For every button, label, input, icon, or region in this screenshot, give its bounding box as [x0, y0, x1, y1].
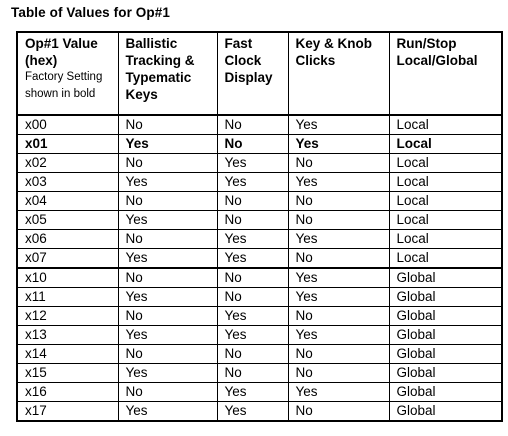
cell-key-clicks: Yes	[288, 115, 389, 135]
cell-run-stop: Local	[389, 115, 502, 135]
cell-key-clicks: Yes	[288, 173, 389, 192]
cell-key-clicks: No	[288, 154, 389, 173]
cell-run-stop: Global	[389, 383, 502, 402]
cell-hex-value: x01	[17, 135, 118, 154]
cell-fast-clock: Yes	[217, 402, 288, 422]
header-line: Local/Global	[396, 53, 478, 68]
cell-hex-value: x16	[17, 383, 118, 402]
cell-run-stop: Global	[389, 364, 502, 383]
cell-key-clicks: No	[288, 345, 389, 364]
cell-hex-value: x00	[17, 115, 118, 135]
cell-fast-clock: Yes	[217, 326, 288, 345]
cell-fast-clock: No	[217, 211, 288, 230]
cell-fast-clock: No	[217, 192, 288, 211]
cell-run-stop: Local	[389, 211, 502, 230]
cell-ballistic: No	[118, 115, 217, 135]
cell-key-clicks: Yes	[288, 383, 389, 402]
cell-run-stop: Local	[389, 192, 502, 211]
table-body	[17, 115, 502, 421]
header-run-stop	[389, 32, 502, 115]
cell-hex-value: x15	[17, 364, 118, 383]
header-line: Tracking &	[125, 53, 195, 68]
cell-run-stop: Global	[389, 307, 502, 326]
header-key-knob-clicks	[288, 32, 389, 115]
table-row	[17, 135, 502, 154]
table-row	[17, 211, 502, 230]
cell-fast-clock: No	[217, 135, 288, 154]
header-line: Fast	[224, 36, 253, 51]
cell-fast-clock: Yes	[217, 154, 288, 173]
table-row	[17, 192, 502, 211]
cell-ballistic: Yes	[118, 135, 217, 154]
cell-ballistic: No	[118, 230, 217, 249]
table-row	[17, 154, 502, 173]
cell-ballistic: No	[118, 383, 217, 402]
header-note: shown in bold	[25, 88, 96, 100]
table-row	[17, 364, 502, 383]
cell-key-clicks: No	[288, 192, 389, 211]
table-caption: Table of Values for Op#1	[11, 5, 170, 20]
cell-hex-value: x12	[17, 307, 118, 326]
cell-fast-clock: No	[217, 268, 288, 288]
cell-fast-clock: No	[217, 115, 288, 135]
cell-hex-value: x04	[17, 192, 118, 211]
cell-run-stop: Local	[389, 230, 502, 249]
cell-ballistic: Yes	[118, 364, 217, 383]
cell-run-stop: Global	[389, 402, 502, 422]
cell-run-stop: Local	[389, 135, 502, 154]
cell-hex-value: x10	[17, 268, 118, 288]
cell-run-stop: Global	[389, 345, 502, 364]
cell-key-clicks: No	[288, 211, 389, 230]
cell-hex-value: x07	[17, 249, 118, 269]
table-row	[17, 249, 502, 269]
table-row	[17, 402, 502, 422]
cell-ballistic: No	[118, 154, 217, 173]
table-row	[17, 307, 502, 326]
header-line: Op#1 Value	[25, 36, 98, 51]
cell-fast-clock: No	[217, 364, 288, 383]
header-line: Ballistic	[125, 36, 178, 51]
cell-hex-value: x06	[17, 230, 118, 249]
cell-ballistic: No	[118, 268, 217, 288]
cell-hex-value: x03	[17, 173, 118, 192]
cell-hex-value: x11	[17, 288, 118, 307]
cell-fast-clock: Yes	[217, 230, 288, 249]
cell-hex-value: x05	[17, 211, 118, 230]
cell-run-stop: Global	[389, 288, 502, 307]
cell-fast-clock: Yes	[217, 173, 288, 192]
cell-fast-clock: No	[217, 288, 288, 307]
cell-key-clicks: No	[288, 402, 389, 422]
cell-fast-clock: Yes	[217, 307, 288, 326]
header-line: Keys	[125, 87, 158, 102]
header-op1-value	[17, 32, 118, 115]
cell-fast-clock: No	[217, 345, 288, 364]
table-row	[17, 345, 502, 364]
cell-run-stop: Local	[389, 154, 502, 173]
cell-ballistic: Yes	[118, 249, 217, 269]
cell-key-clicks: Yes	[288, 288, 389, 307]
op1-values-table	[16, 31, 503, 422]
header-line: (hex)	[25, 53, 58, 68]
cell-key-clicks: No	[288, 307, 389, 326]
cell-hex-value: x14	[17, 345, 118, 364]
header-fast-clock	[217, 32, 288, 115]
table-row	[17, 230, 502, 249]
table-row	[17, 268, 502, 288]
cell-ballistic: Yes	[118, 402, 217, 422]
table-row	[17, 288, 502, 307]
table-row	[17, 173, 502, 192]
header-row	[17, 32, 502, 115]
cell-key-clicks: Yes	[288, 268, 389, 288]
cell-key-clicks: No	[288, 249, 389, 269]
cell-run-stop: Global	[389, 268, 502, 288]
cell-run-stop: Local	[389, 173, 502, 192]
header-line: Typematic	[125, 70, 192, 85]
cell-ballistic: No	[118, 345, 217, 364]
cell-key-clicks: Yes	[288, 230, 389, 249]
table-row	[17, 383, 502, 402]
cell-run-stop: Local	[389, 249, 502, 269]
header-line: Run/Stop	[396, 36, 457, 51]
cell-fast-clock: Yes	[217, 249, 288, 269]
table-row	[17, 115, 502, 135]
cell-hex-value: x02	[17, 154, 118, 173]
header-note: Factory Setting	[25, 71, 103, 83]
cell-ballistic: Yes	[118, 326, 217, 345]
cell-hex-value: x17	[17, 402, 118, 422]
header-line: Clock	[224, 53, 262, 68]
cell-run-stop: Global	[389, 326, 502, 345]
cell-key-clicks: Yes	[288, 135, 389, 154]
cell-fast-clock: Yes	[217, 383, 288, 402]
cell-ballistic: Yes	[118, 288, 217, 307]
header-ballistic-tracking	[118, 32, 217, 115]
header-line: Key & Knob	[295, 36, 373, 51]
cell-ballistic: No	[118, 307, 217, 326]
cell-hex-value: x13	[17, 326, 118, 345]
header-line: Display	[224, 70, 273, 85]
cell-ballistic: Yes	[118, 173, 217, 192]
cell-ballistic: No	[118, 192, 217, 211]
cell-key-clicks: Yes	[288, 326, 389, 345]
cell-ballistic: Yes	[118, 211, 217, 230]
table-row	[17, 326, 502, 345]
cell-key-clicks: No	[288, 364, 389, 383]
header-line: Clicks	[295, 53, 336, 68]
